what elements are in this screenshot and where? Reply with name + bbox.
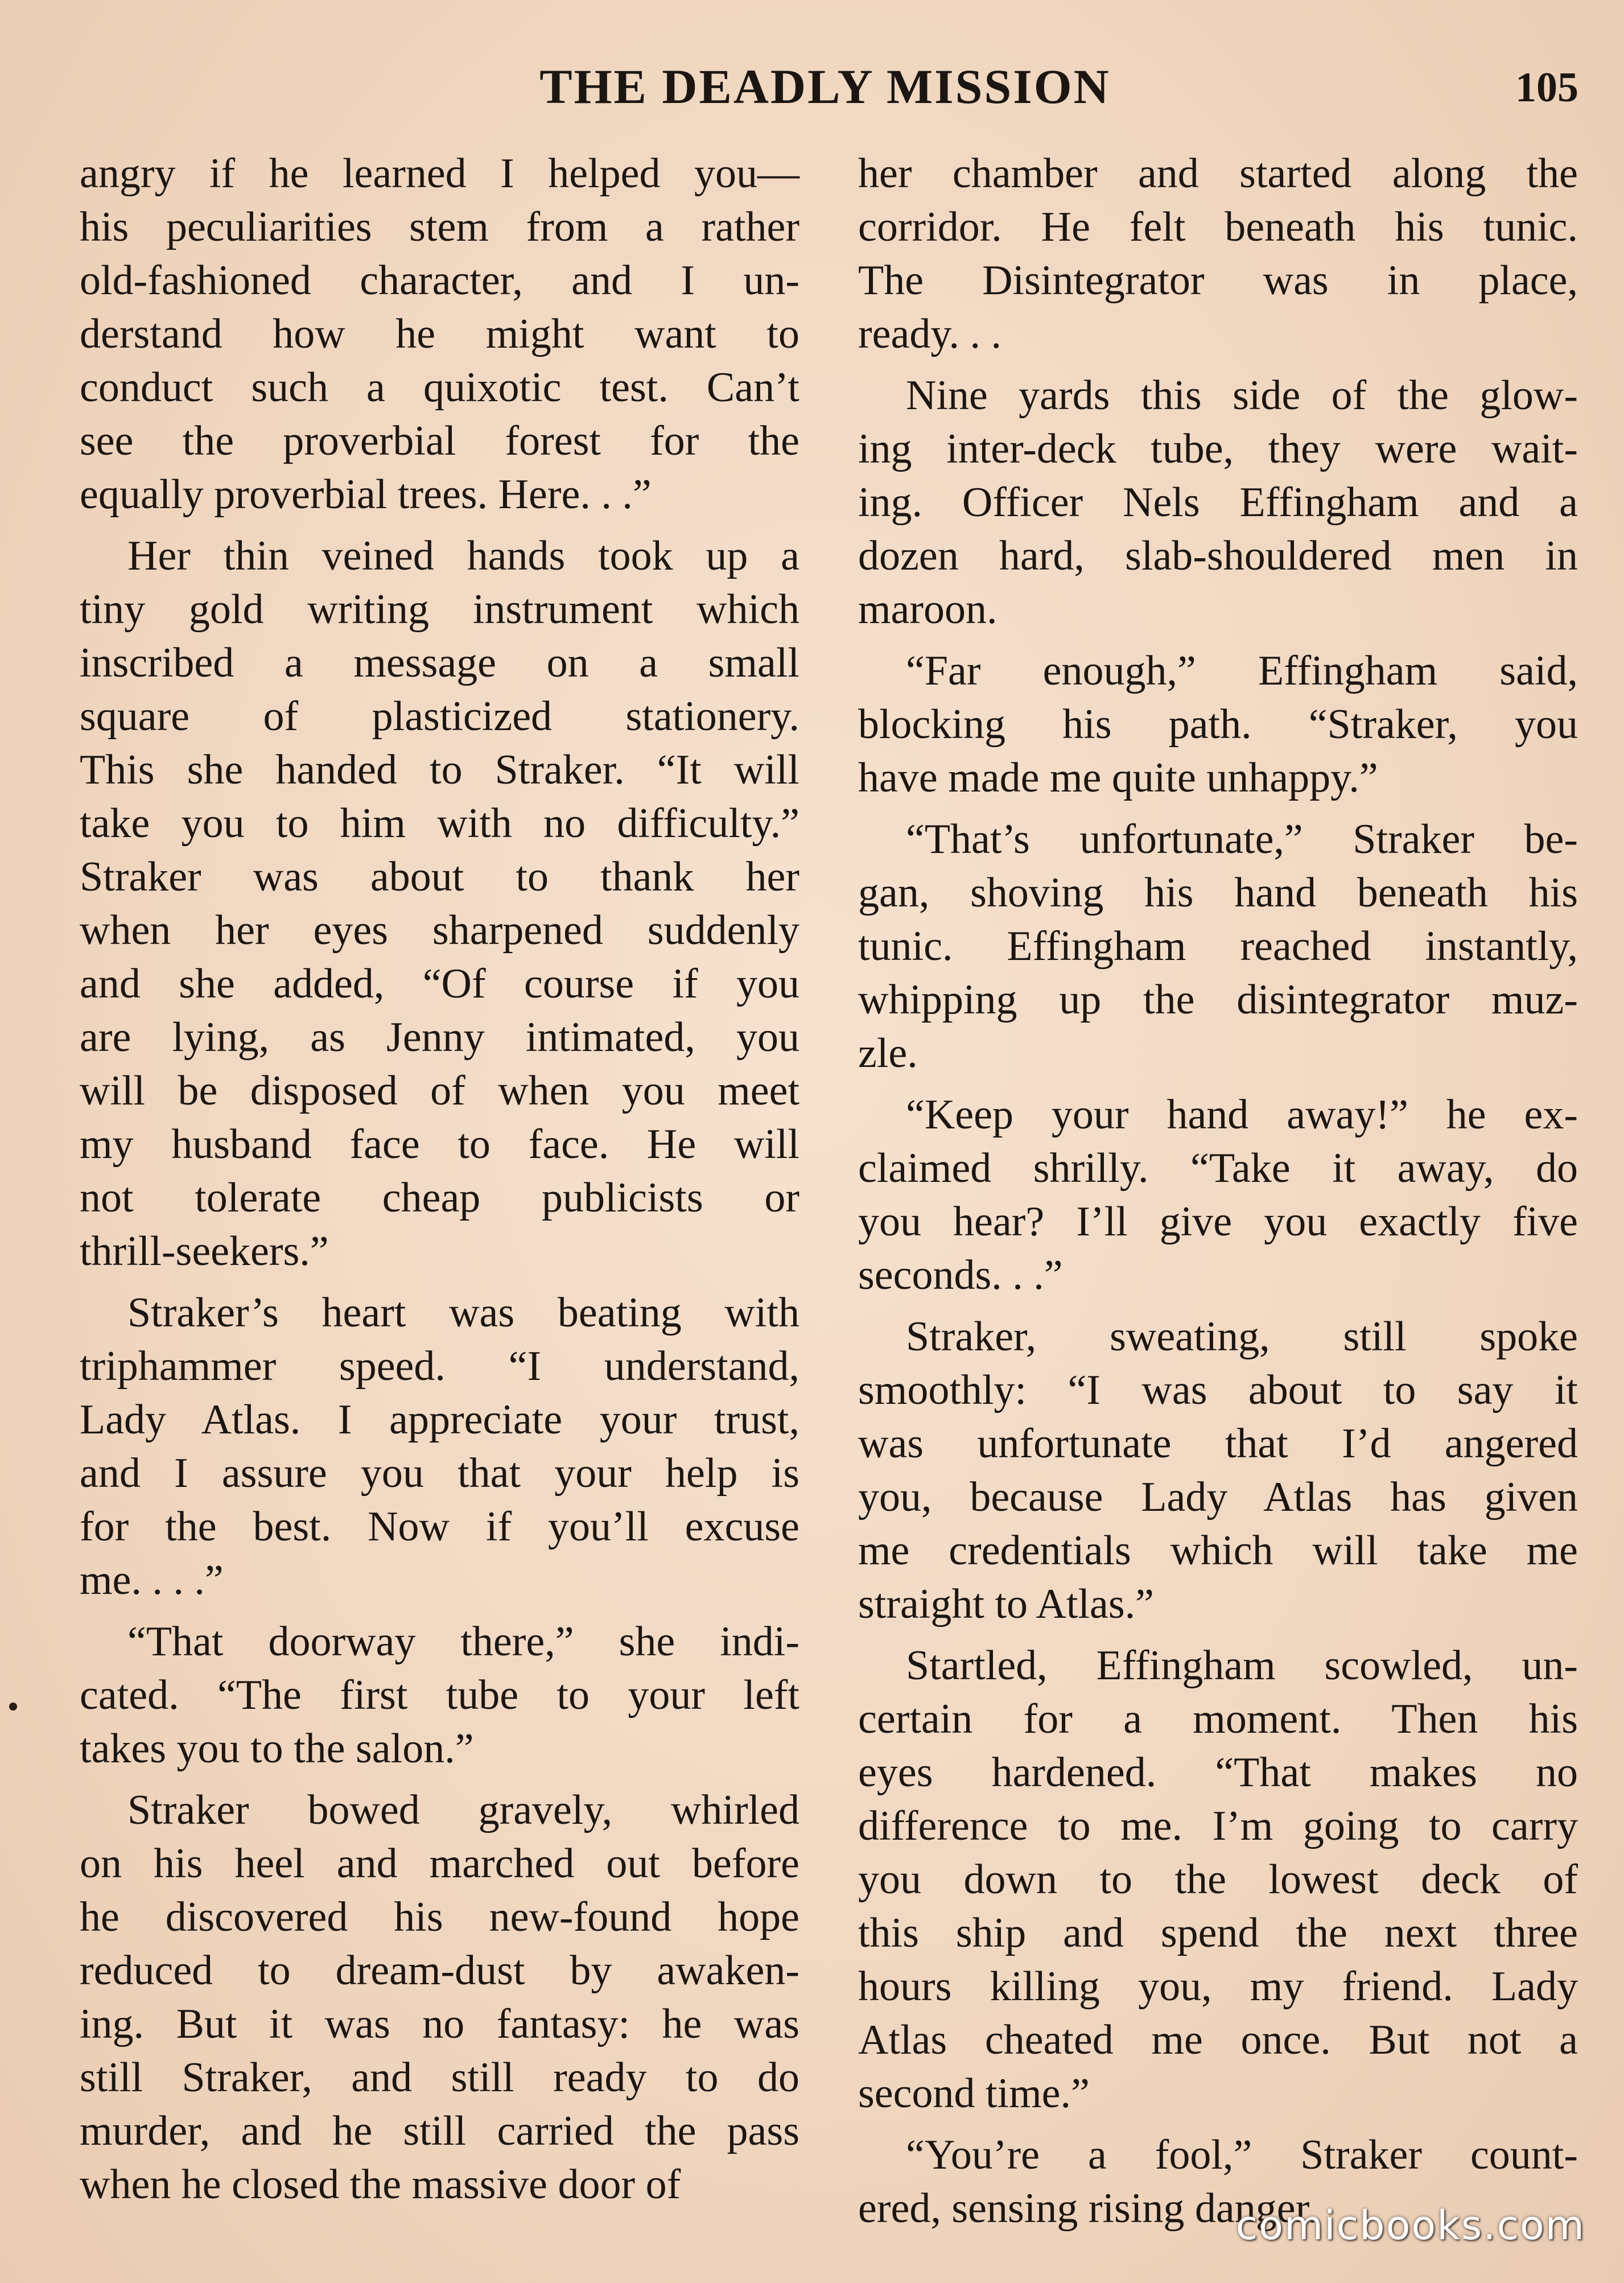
text-line: Her thin veined hands took up a [127, 533, 799, 579]
text-line: seconds. . .” [858, 1252, 1063, 1299]
text-line: equally proverbial trees. Here. . .” [80, 471, 652, 518]
text-line: certain for a moment. Then his [858, 1696, 1578, 1742]
text-line: this ship and spend the next three [858, 1910, 1578, 1956]
text-line: second time.” [858, 2070, 1090, 2117]
text-line: claimed shrilly. “Take it away, do [858, 1145, 1578, 1192]
page-title: THE DEADLY MISSION [539, 59, 1111, 114]
text-line: murder, and he still carried the pass [80, 2108, 799, 2154]
text-line: me credentials which will take me [858, 1527, 1578, 1574]
text-line: Straker was about to thank her [80, 854, 799, 900]
text-line: you, because Lady Atlas has given [858, 1474, 1578, 1520]
text-column-left [80, 147, 799, 2219]
text-line: when he closed the massive door of [80, 2161, 681, 2208]
text-line: blocking his path. “Straker, you [858, 701, 1578, 748]
text-line: ered, sensing rising danger. [858, 2185, 1318, 2232]
paragraph [858, 369, 1578, 636]
text-line: when her eyes sharpened suddenly [80, 907, 799, 954]
text-line: “Keep your hand away!” he ex- [906, 1091, 1578, 1138]
text-line: Straker, sweating, still spoke [906, 1313, 1578, 1360]
text-line: conduct such a quixotic test. Can’t [80, 364, 799, 411]
watermark-text: comicbooks.com [1235, 2202, 1585, 2249]
paragraph [858, 147, 1578, 361]
page-number: 105 [1515, 64, 1578, 111]
text-line: take you to him with no difficulty.” [80, 800, 799, 847]
text-line: tunic. Effingham reached instantly, [858, 923, 1578, 970]
text-line: ing. But it was no fantasy: he was [80, 2001, 799, 2047]
text-line: his peculiarities stem from a rather [80, 204, 799, 250]
paragraph [80, 1286, 799, 1607]
paragraph [858, 644, 1578, 805]
text-line: “You’re a fool,” Straker count- [906, 2132, 1578, 2178]
text-line: square of plasticized stationery. [80, 693, 799, 740]
text-line: Lady Atlas. I appreciate your trust, [80, 1396, 799, 1443]
text-line: you down to the lowest deck of [858, 1856, 1578, 1903]
text-line: whipping up the disintegrator muz- [858, 976, 1578, 1023]
text-line: hours killing you, my friend. Lady [858, 1963, 1578, 2010]
ink-speck [9, 1703, 17, 1711]
text-line: ing inter-deck tube, they were wait- [858, 426, 1578, 472]
text-line: for the best. Now if you’ll excuse [80, 1503, 799, 1550]
paragraph [80, 1615, 799, 1775]
text-line: zle. [858, 1030, 918, 1077]
text-line: and I assure you that your help is [80, 1450, 799, 1497]
text-line: ing. Officer Nels Effingham and a [858, 479, 1578, 526]
text-line: inscribed a message on a small [80, 640, 799, 686]
text-line: will be disposed of when you meet [80, 1068, 799, 1114]
text-line: This she handed to Straker. “It will [80, 747, 799, 793]
text-line: maroon. [858, 586, 998, 633]
text-line: still Straker, and still ready to do [80, 2054, 799, 2101]
text-line: reduced to dream-dust by awaken- [80, 1947, 799, 1994]
text-line: my husband face to face. He will [80, 1121, 799, 1168]
text-line: have made me quite unhappy.” [858, 755, 1378, 801]
paragraph [858, 1639, 1578, 2120]
text-line: on his heel and marched out before [80, 1840, 799, 1887]
text-line: Startled, Effingham scowled, un- [906, 1642, 1578, 1689]
text-line: not tolerate cheap publicists or [80, 1175, 799, 1221]
text-line: her chamber and started along the [858, 150, 1578, 197]
text-line: are lying, as Jenny intimated, you [80, 1014, 799, 1061]
text-line: and she added, “Of course if you [80, 961, 799, 1007]
text-line: Nine yards this side of the glow- [906, 372, 1578, 419]
text-line: takes you to the salon.” [80, 1725, 474, 1772]
text-line: eyes hardened. “That makes no [858, 1749, 1578, 1796]
text-line: angry if he learned I helped you— [80, 150, 799, 197]
text-line: see the proverbial forest for the [80, 418, 799, 464]
paragraph [858, 813, 1578, 1080]
paragraph [80, 529, 799, 1278]
text-line: corridor. He felt beneath his tunic. [858, 204, 1578, 250]
text-line: “That doorway there,” she indi- [127, 1618, 799, 1665]
text-line: old-fashioned character, and I un- [80, 257, 799, 304]
text-line: The Disintegrator was in place, [858, 257, 1578, 304]
paragraph [858, 1310, 1578, 1631]
text-line: “That’s unfortunate,” Straker be- [906, 816, 1578, 863]
text-line: “Far enough,” Effingham said, [906, 648, 1578, 694]
text-line: thrill-seekers.” [80, 1228, 329, 1275]
text-line: tiny gold writing instrument which [80, 586, 799, 633]
paragraph [80, 1783, 799, 2211]
text-line: difference to me. I’m going to carry [858, 1803, 1578, 1849]
text-line: you hear? I’ll give you exactly five [858, 1198, 1578, 1245]
text-line: dozen hard, slab-shouldered men in [858, 533, 1578, 579]
text-line: ready. . . [858, 311, 1002, 357]
text-line: gan, shoving his hand beneath his [858, 869, 1578, 916]
text-line: me. . . .” [80, 1557, 224, 1604]
text-line: straight to Atlas.” [858, 1581, 1154, 1627]
text-line: smoothly: “I was about to say it [858, 1367, 1578, 1414]
text-line: cated. “The first tube to your left [80, 1672, 799, 1719]
text-column-right [858, 147, 1578, 2243]
text-line: Atlas cheated me once. But not a [858, 2017, 1578, 2063]
paragraph [80, 147, 799, 521]
text-line: he discovered his new-found hope [80, 1894, 799, 1940]
running-head [0, 55, 1624, 117]
text-line: was unfortunate that I’d angered [858, 1420, 1578, 1467]
paragraph [858, 1088, 1578, 1302]
text-line: Straker’s heart was beating with [127, 1289, 799, 1336]
text-line: triphammer speed. “I understand, [80, 1343, 799, 1390]
text-line: derstand how he might want to [80, 311, 799, 357]
text-line: Straker bowed gravely, whirled [127, 1787, 799, 1833]
